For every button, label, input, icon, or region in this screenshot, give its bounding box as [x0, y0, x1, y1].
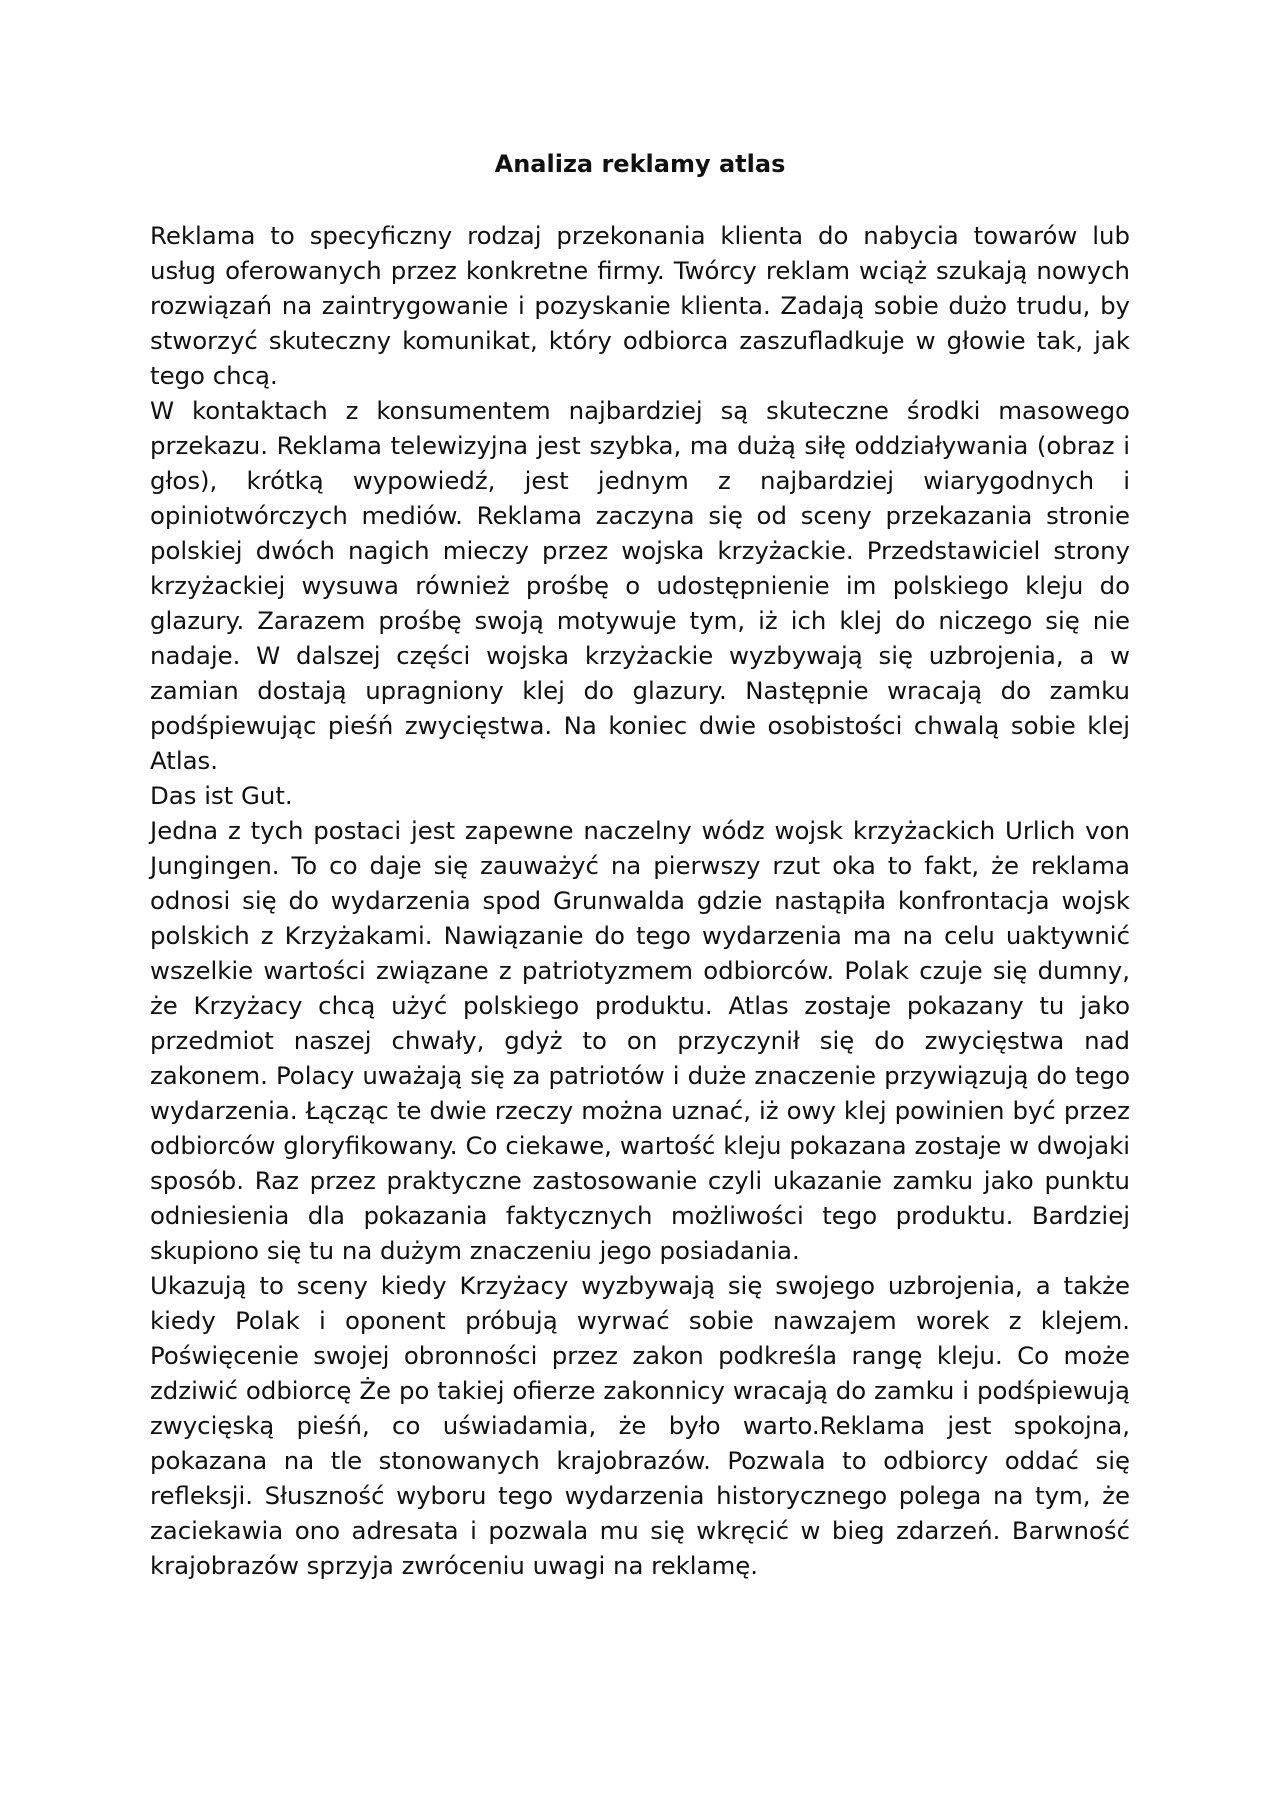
paragraph-conclusion: Ukazują to sceny kiedy Krzyżacy wyzbywają się swojego uzbrojenia, a także kiedy Polak i oponent próbują wyrwać sobie nawzajem worek z klejem. Poświęcenie swojej obronności przez zakon podkreśla rangę kleju. Co może zdziwić odbiorcę Że po takiej ofierze zakonnicy wracają do zamku i podśpiewują zwycięską pieśń, co uświadamia, że było warto.Reklama jest spokojna, pokazana na tle stonowanych krajobrazów. Pozwala to odbiorcy oddać się refleksji. Słuszność wyboru tego wydarzenia historycznego polega na tym, że zaciekawia ono adresata i pozwala mu się wkręcić w bieg zdarzeń. Barwność krajobrazów sprzyja zwróceniu uwagi na reklamę.: [150, 1271, 1130, 1580]
document-title: Analiza reklamy atlas: [494, 150, 786, 178]
paragraph-analysis: Jedna z tych postaci jest zapewne naczelny wódz wojsk krzyżackich Urlich von Jungingen. To co daje się zauważyć na pierwszy rzut oka to fakt, że reklama odnosi się do wydarzenia spod Grunwalda gdzie nastąpiła konfrontacja wojsk polskich z Krzyżakami. Nawiązanie do tego wydarzenia ma na celu uaktywnić wszelkie wartości związane z patriotyzmem odbiorców. Polak czuje się dumny, że Krzyżacy chcą użyć polskiego produktu. Atlas zostaje pokazany tu jako przedmiot naszej chwały, gdyż to on przyczynił się do zwycięstwa nad zakonem. Polacy uważają się za patriotów i duże znaczenie przywiązują do tego wydarzenia. Łącząc te dwie rzeczy można uznać, iż owy klej powinien być przez odbiorców gloryfikowany. Co ciekawe, wartość kleju pokazana zostaje w dwojaki sposób. Raz przez praktyczne zastosowanie czyli ukazanie zamku jako punktu odniesienia dla pokazania faktycznych możliwości tego produktu. Bardziej skupiono się tu na dużym znaczeniu jego posiadania.: [150, 816, 1130, 1265]
document-body: [150, 218, 1130, 1583]
paragraph-intro: Reklama to specyficzny rodzaj przekonania klienta do nabycia towarów lub usług oferowanych przez konkretne firmy. Twórcy reklam wciąż szukają nowych rozwiązań na zaintrygowanie i pozyskanie klienta. Zadają sobie dużo trudu, by stworzyć skuteczny komunikat, który odbiorca zaszufladkuje w głowie tak, jak tego chcą.: [150, 221, 1130, 390]
paragraph-media: W kontaktach z konsumentem najbardziej są skuteczne środki masowego przekazu. Reklama telewizyjna jest szybka, ma dużą siłę oddziaływania (obraz i głos), krótką wypowiedź, jest jednym z najbardziej wiarygodnych i opiniotwórczych mediów. Reklama zaczyna się od sceny przekazania stronie polskiej dwóch nagich mieczy przez wojska krzyżackie. Przedstawiciel strony krzyżackiej wysuwa również prośbę o udostępnienie im polskiego kleju do glazury. Zarazem prośbę swoją motywuje tym, iż ich klej do niczego się nie nadaje. W dalszej części wojska krzyżackie wyzbywają się uzbrojenia, a w zamian dostają upragniony klej do glazury. Następnie wracają do zamku podśpiewując pieśń zwycięstwa. Na koniec dwie osobistości chwalą sobie klej Atlas.: [150, 396, 1130, 775]
paragraph-quote: Das ist Gut.: [150, 781, 293, 810]
